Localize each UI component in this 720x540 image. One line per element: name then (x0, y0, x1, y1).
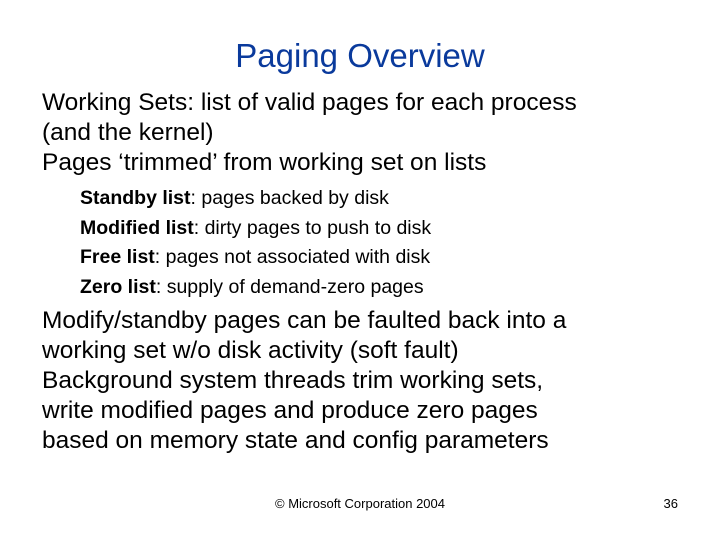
bullet-line: based on memory state and config parameters (42, 427, 549, 454)
sub-item-modified-list (80, 214, 702, 244)
page-number: 36 (663, 496, 678, 511)
copyright-footer: © Microsoft Corporation 2004 (275, 496, 445, 511)
sub-item-desc: : pages not associated with disk (154, 246, 431, 268)
bullet-list (42, 88, 702, 456)
sub-item-desc: : pages backed by disk (190, 187, 389, 209)
sub-item-term: Zero list (80, 275, 156, 298)
sub-item-desc: : supply of demand-zero pages (155, 275, 424, 298)
bullet-soft-fault (42, 306, 702, 366)
bullet-line: Background system threads trim working sets, (42, 367, 544, 394)
sub-item-free-list (80, 243, 702, 273)
sub-item-standby-list (80, 184, 702, 214)
sub-item-term: Standby list (80, 187, 191, 209)
bullet-line: Modify/standby pages can be faulted back into a (42, 307, 567, 334)
sub-item-desc: : dirty pages to push to disk (193, 216, 432, 239)
slide-title: Paging Overview (235, 37, 485, 74)
bullet-background-threads (42, 366, 702, 456)
bullet-pages-trimmed (42, 148, 702, 178)
bullet-line: (and the kernel) (42, 119, 214, 146)
sub-item-term: Free list (80, 246, 155, 268)
sub-item-term: Modified list (80, 216, 194, 239)
bullet-line: working set w/o disk activity (soft fault) (42, 337, 459, 364)
sub-item-zero-list (80, 273, 702, 303)
bullet-line: write modified pages and produce zero pages (42, 397, 538, 424)
bullet-working-sets (42, 88, 702, 148)
bullet-line: Pages ‘trimmed’ from working set on lists (42, 149, 487, 176)
page-lists (80, 184, 702, 302)
bullet-line: Working Sets: list of valid pages for each process (42, 89, 577, 116)
